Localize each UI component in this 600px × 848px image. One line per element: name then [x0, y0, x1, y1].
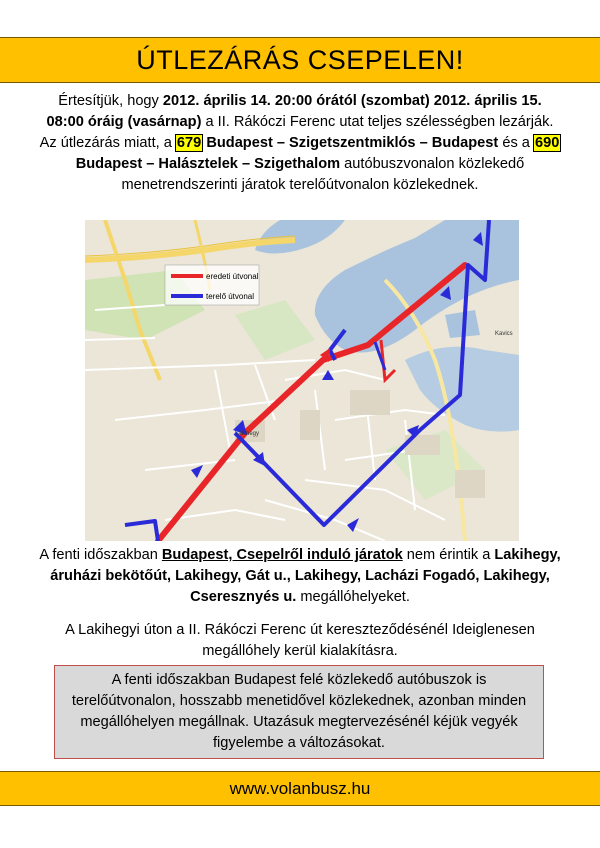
page-title: ÚTLEZÁRÁS CSEPELEN!: [136, 44, 464, 75]
legend-original-label: eredeti útvonal: [206, 272, 259, 281]
affected-routes: Budapest, Csepelről induló járatok: [161, 547, 403, 563]
footer-banner: [0, 771, 600, 806]
intro-text-3: és a: [498, 135, 534, 151]
route-690-number: 690: [534, 135, 560, 151]
route-690-name: Budapest – Halásztelek – Szigethalom: [75, 156, 341, 172]
intro-paragraph: [38, 91, 562, 196]
map-label-lakihegy: Lakihegy: [235, 431, 260, 437]
route-679-name: Budapest – Szigetszentmiklós – Budapest: [202, 135, 499, 151]
map-graphic: [85, 220, 519, 541]
affected-stops: Lakihegy, áruházi bekötőút, Lakihegy, Gát u., Lakihegy, Lacházi Fogadó, Lakihegy, Cseresznyés u.: [50, 547, 561, 605]
p2-text-2: nem érintik a: [402, 547, 495, 563]
intro-text-1: Értesítjük, hogy: [58, 93, 163, 109]
notice-text: A fenti időszakban Budapest felé közlekedő autóbuszok is terelőútvonalon, hosszabb menetidővel közlekednek, azonban minden megállóhelyen megállnak. Utazásuk megtervezésénél kéjük vegyék figyelembe a változásokat.: [71, 672, 527, 751]
closure-period: 2012. április 14. 20:00 órától (szombat) 2012. április 15. 08:00 óráig (vasárnap): [46, 93, 542, 130]
p2-text-1: A fenti időszakban: [39, 547, 162, 563]
detour-map: [85, 220, 519, 541]
intro-text-2: a II. Rákóczi Ferenc utat teljes szélességben lezárják. Az útlezárás miatt, a: [39, 114, 554, 151]
p2-text-3: megállóhelyeket.: [296, 589, 410, 605]
title-banner: [0, 37, 600, 83]
intro-text-4: autóbuszvonalon közlekedő menetrendszerinti járatok terelőútvonalon közlekednek.: [121, 156, 525, 193]
route-679-number: 679: [176, 135, 202, 151]
map-label-kavics: Kavics: [495, 331, 513, 337]
legend-detour-label: terelő útvonal: [206, 292, 255, 301]
website-link[interactable]: www.volanbusz.hu: [229, 778, 371, 798]
temporary-stop-paragraph: A Lakihegyi úton a II. Rákóczi Ferenc út kereszteződésénél Ideiglenesen megállóhely kerül kialakításra.: [65, 622, 535, 659]
notice-box: [54, 665, 544, 759]
affected-stops-paragraph: [38, 545, 562, 608]
